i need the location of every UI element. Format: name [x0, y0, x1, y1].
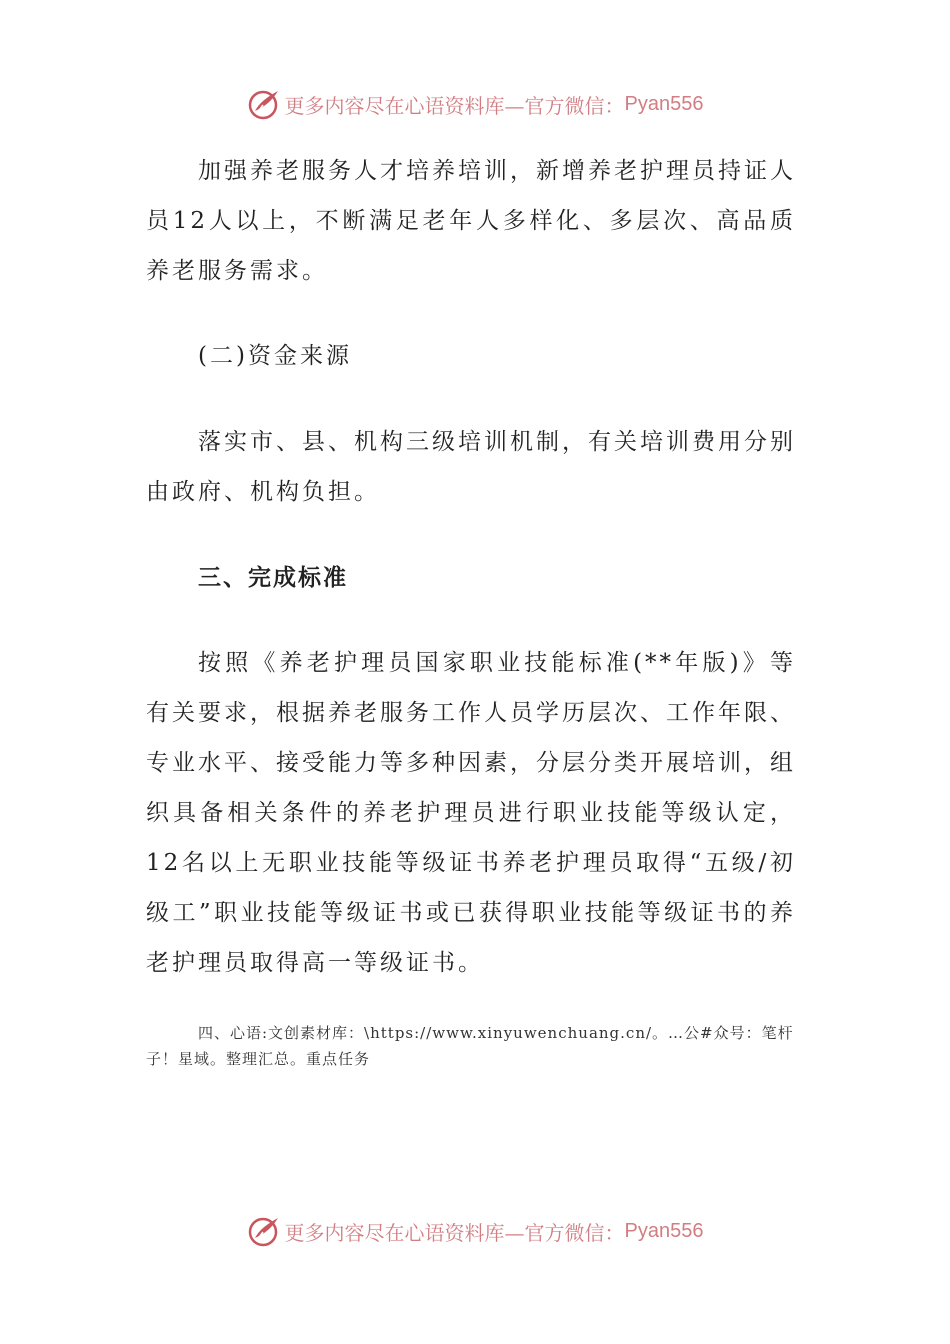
footer-banner — [0, 1211, 950, 1251]
footnote-text: 四、心语:文创素材库：\https://www.xinyuwenchuang.cn/。…公#众号：笔杆子！星域。整理汇总。重点任务 — [146, 1024, 794, 1068]
banner-text: 更多内容尽在心语资料库—官方微信： — [284, 93, 625, 118]
subheading-funding: (二)资金来源 — [198, 343, 352, 369]
banner-wechat-id: Pyan556 — [624, 1219, 704, 1242]
banner-wechat-id: Pyan556 — [624, 92, 704, 115]
quill-logo-icon — [247, 87, 281, 121]
paragraph-standards: 按照《养老护理员国家职业技能标准(**年版)》等有关要求，根据养老服务工作人员学历层次、工作年限、专业水平、接受能力等多种因素，分层分类开展培训，组织具备相关条件的养老护理员进行职业技能等级认定，12名以上无职业技能等级证书养老护理员取得“五级/初级工”职业技能等级证书或已获得职业技能等级证书的养老护理员取得高一等级证书。 — [146, 650, 796, 976]
quill-logo-icon — [247, 1214, 281, 1248]
banner-text: 更多内容尽在心语资料库—官方微信： — [284, 1220, 625, 1245]
header-banner — [0, 84, 950, 124]
paragraph-funding: 落实市、县、机构三级培训机制，有关培训费用分别由政府、机构负担。 — [146, 429, 796, 505]
paragraph-training: 加强养老服务人才培养培训，新增养老护理员持证人员12人以上，不断满足老年人多样化、多层次、高品质养老服务需求。 — [146, 158, 796, 284]
section-heading-standards: 三、完成标准 — [198, 565, 348, 591]
